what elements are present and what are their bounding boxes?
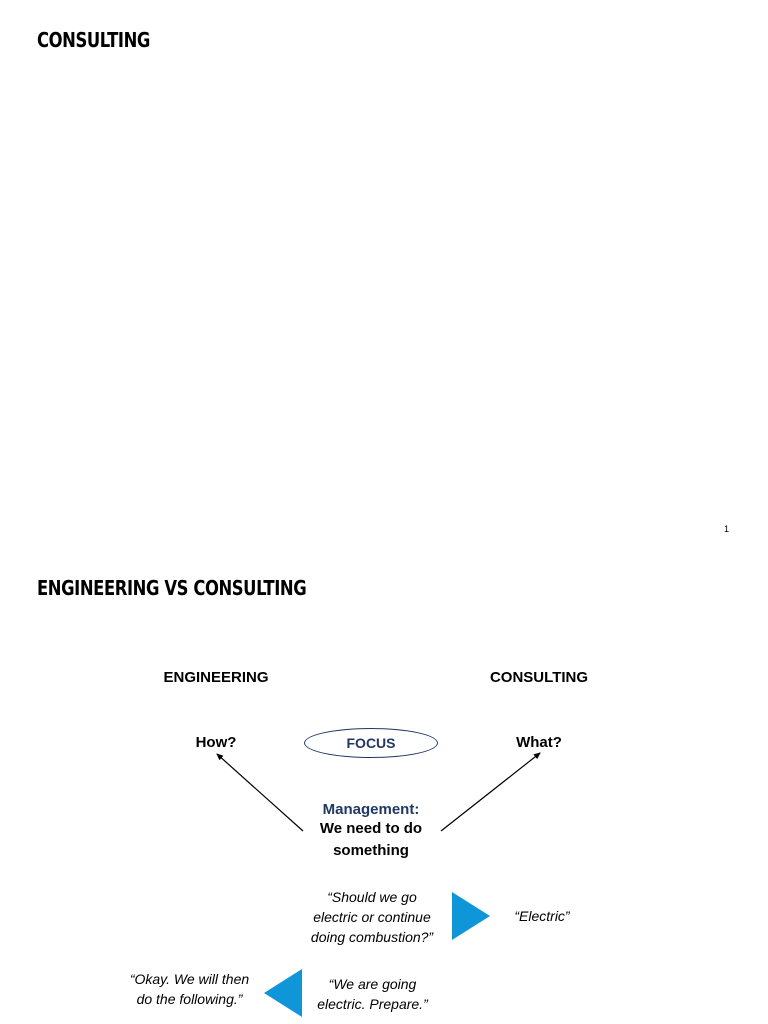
decision-quote-line-1: “We are going — [328, 976, 417, 992]
response-quote-line-2: do the following.” — [136, 991, 243, 1007]
diagram-graphics — [0, 548, 768, 1024]
page-number: 1 — [724, 524, 730, 534]
focus-label: FOCUS — [346, 735, 396, 751]
response-quote-line-1: “Okay. We will then — [129, 971, 250, 987]
play-left-icon — [264, 969, 302, 1017]
engineering-heading: ENGINEERING — [163, 669, 269, 686]
management-box — [296, 801, 446, 862]
play-right-icon — [452, 892, 490, 940]
management-line-1: We need to do — [319, 820, 423, 837]
slide-2 — [0, 548, 768, 1024]
management-line-2: something — [333, 842, 409, 859]
slide-title: ENGINEERING VS CONSULTING — [37, 576, 307, 600]
question-quote-line-3: doing combustion?” — [310, 929, 434, 945]
slide-title: CONSULTING — [37, 28, 150, 52]
question-quote — [292, 887, 452, 947]
answer-quote: “Electric” — [514, 908, 570, 924]
consulting-question: What? — [516, 734, 562, 751]
engineering-vs-consulting-diagram — [0, 548, 768, 1024]
response-quote — [112, 969, 267, 1009]
question-quote-line-2: electric or continue — [313, 909, 431, 925]
arrow-to-what — [441, 753, 540, 831]
decision-quote — [305, 974, 440, 1014]
decision-quote-line-2: electric. Prepare.” — [317, 996, 428, 1012]
focus-ellipse — [304, 728, 438, 758]
consulting-heading: CONSULTING — [489, 669, 589, 686]
management-title: Management: — [322, 801, 420, 818]
arrow-to-how — [217, 754, 303, 831]
question-quote-line-1: “Should we go — [327, 889, 417, 905]
engineering-question: How? — [195, 734, 237, 751]
